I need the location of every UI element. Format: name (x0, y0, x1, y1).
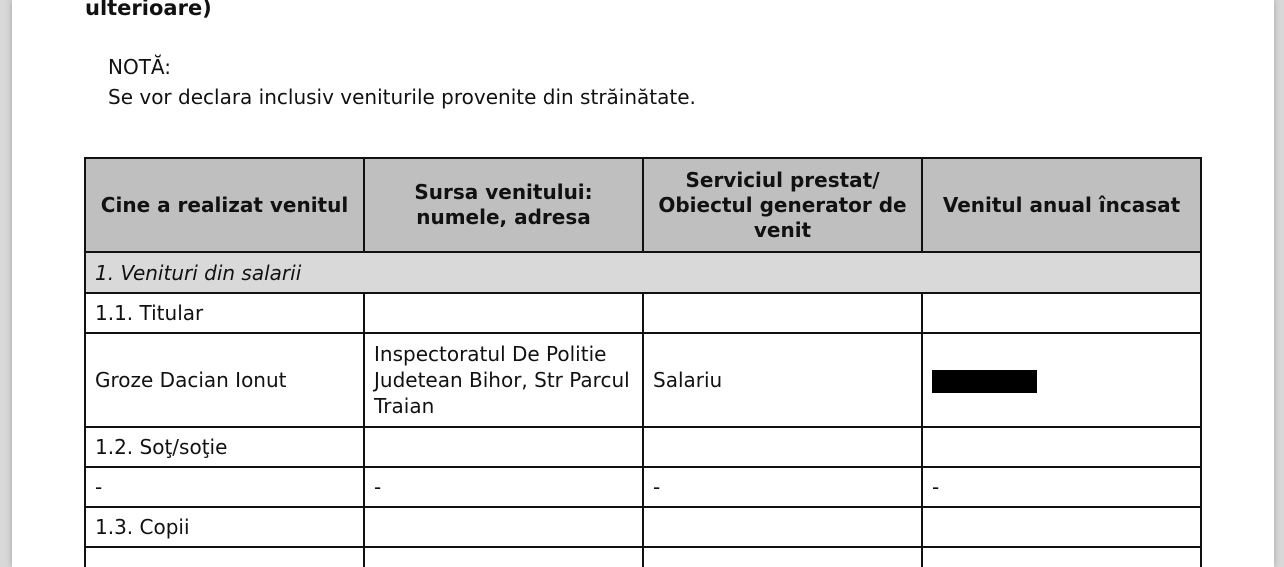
table-cell (364, 507, 643, 547)
table-cell: - (922, 467, 1201, 507)
section-heading-tail: ulterioare) (85, 0, 212, 20)
table-cell (922, 427, 1201, 467)
note-label: NOTĂ: (108, 55, 171, 79)
table-row (85, 547, 1201, 567)
income-source: Inspectoratul De Politie Judetean Bihor, Str Parcul Traian (364, 333, 643, 427)
section-row-salaries (85, 252, 1201, 293)
table-cell: - (364, 467, 643, 507)
table-cell: 1.1. Titular (85, 293, 364, 333)
header-service: Serviciul prestat/ Obiectul generator de venit (643, 158, 922, 252)
table-row-spouse-entry (85, 467, 1201, 507)
table-cell (643, 427, 922, 467)
table-row-children (85, 507, 1201, 547)
table-cell (85, 547, 364, 567)
table-row-spouse (85, 427, 1201, 467)
table-row-titular (85, 293, 1201, 333)
table-cell: - (643, 467, 922, 507)
table-cell (643, 507, 922, 547)
table-row-income-entry (85, 333, 1201, 427)
document-page (12, 0, 1274, 567)
table-cell (364, 293, 643, 333)
note-text: Se vor declara inclusiv veniturile provenite din străinătate. (108, 85, 696, 109)
table-cell (922, 507, 1201, 547)
table-cell: 1.2. Soţ/soţie (85, 427, 364, 467)
service-type: Salariu (643, 333, 922, 427)
earner-name: Groze Dacian Ionut (85, 333, 364, 427)
table-cell (643, 547, 922, 567)
annual-income-cell (922, 333, 1201, 427)
redaction-bar (932, 370, 1037, 393)
table-cell: - (85, 467, 364, 507)
table-cell (364, 427, 643, 467)
header-annual-income: Venitul anual încasat (922, 158, 1201, 252)
table-cell: 1.3. Copii (85, 507, 364, 547)
header-earner: Cine a realizat venitul (85, 158, 364, 252)
table-cell (643, 293, 922, 333)
header-source: Sursa venitului: numele, adresa (364, 158, 643, 252)
section-title: 1. Venituri din salarii (85, 252, 1201, 293)
table-header-row (85, 158, 1201, 252)
table-cell (922, 293, 1201, 333)
table-cell (922, 547, 1201, 567)
table-cell (364, 547, 643, 567)
income-table (84, 157, 1202, 567)
